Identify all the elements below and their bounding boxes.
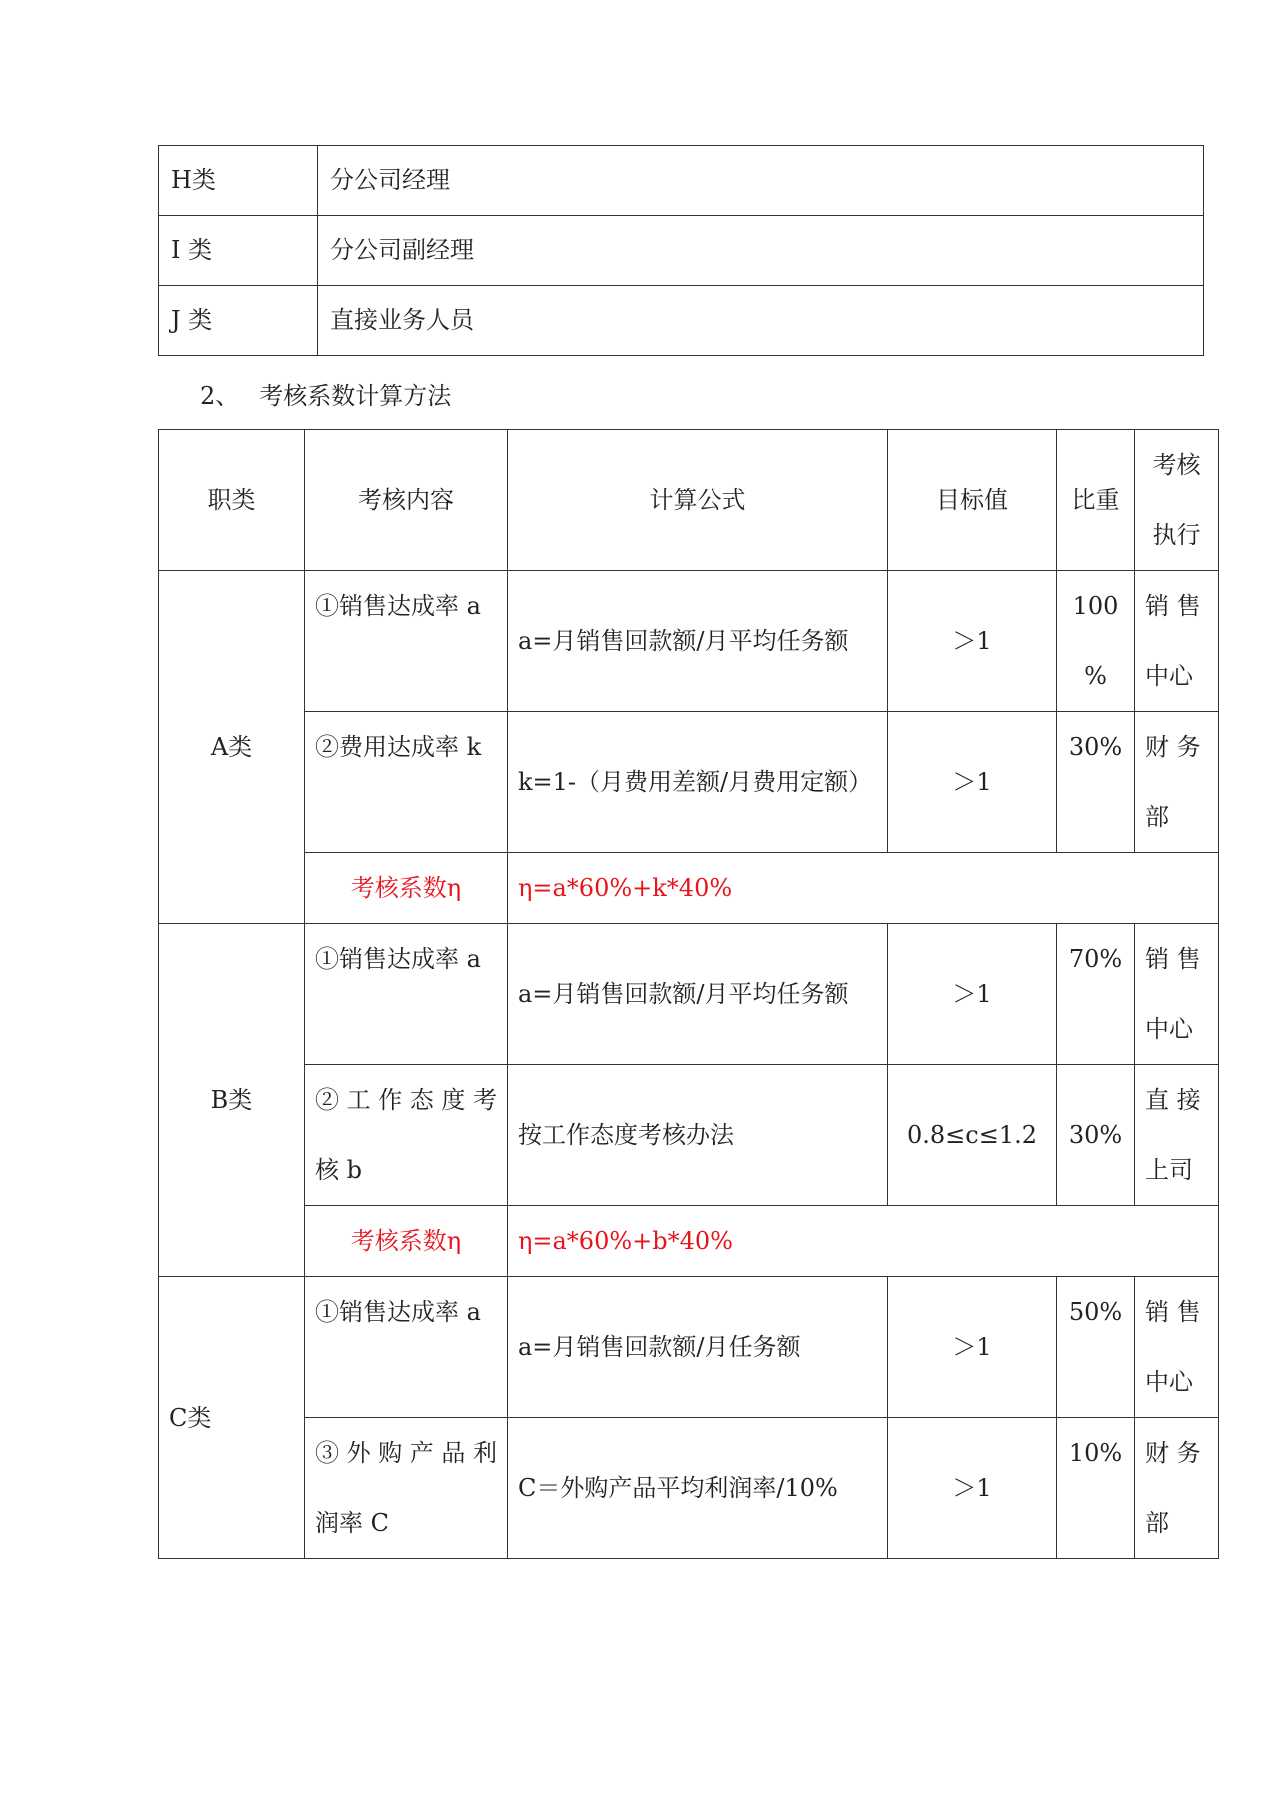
category-table <box>158 145 1204 356</box>
exec-line2: 中心 <box>1145 662 1193 690</box>
target-cell: 0.8≤c≤1.2 <box>888 1065 1057 1206</box>
coefficient-row <box>159 853 1219 924</box>
formula-cell: 按工作态度考核办法 <box>508 1065 888 1206</box>
exec-line1: 财 务 <box>1145 733 1201 761</box>
header-job-class: 职类 <box>159 430 305 571</box>
category-role: 直接业务人员 <box>318 286 1204 356</box>
coefficient-table <box>158 429 1219 1559</box>
job-class-cell: B类 <box>159 924 305 1277</box>
weight-cell <box>1057 1065 1135 1206</box>
coefficient-label: 考核系数η <box>305 853 508 924</box>
category-role: 分公司副经理 <box>318 216 1204 286</box>
header-content: 考核内容 <box>305 430 508 571</box>
target-cell: ＞1 <box>888 924 1057 1065</box>
weight-line1: 100 <box>1072 592 1119 620</box>
weight-line2: % <box>1084 662 1107 690</box>
category-role: 分公司经理 <box>318 146 1204 216</box>
category-code: I 类 <box>159 216 318 286</box>
table-row <box>159 286 1204 356</box>
section-heading <box>200 378 451 414</box>
assessment-item-line2: 润率 C <box>315 1509 389 1537</box>
table-row <box>159 1418 1219 1559</box>
assessment-item: ①销售达成率 a <box>305 571 508 712</box>
table-row <box>159 216 1204 286</box>
header-exec-line1: 考核 <box>1152 451 1201 479</box>
category-code: J 类 <box>159 286 318 356</box>
exec-line1: 销 售 <box>1145 592 1201 620</box>
exec-cell <box>1135 712 1219 853</box>
weight-line1: 70% <box>1068 945 1123 973</box>
assessment-item: ①销售达成率 a <box>305 1277 508 1418</box>
table-row <box>159 1277 1219 1418</box>
exec-cell <box>1135 1065 1219 1206</box>
exec-line1: 直 接 <box>1145 1086 1201 1114</box>
target-cell: ＞1 <box>888 571 1057 712</box>
weight-cell <box>1057 571 1135 712</box>
exec-line2: 部 <box>1145 1509 1169 1537</box>
formula-cell: a=月销售回款额/月平均任务额 <box>508 571 888 712</box>
assessment-item-line1: ③外购产品利 <box>315 1439 497 1467</box>
header-exec <box>1135 430 1219 571</box>
exec-line1: 销 售 <box>1145 1298 1201 1326</box>
table-row <box>159 1065 1219 1206</box>
header-weight: 比重 <box>1057 430 1135 571</box>
formula-cell: a=月销售回款额/月任务额 <box>508 1277 888 1418</box>
exec-line1: 销 售 <box>1145 945 1201 973</box>
table-row <box>159 924 1219 1065</box>
assessment-item <box>305 1065 508 1206</box>
exec-cell <box>1135 1277 1219 1418</box>
section-number: 2、 <box>200 382 240 410</box>
exec-line1: 财 务 <box>1145 1439 1201 1467</box>
weight-cell <box>1057 712 1135 853</box>
exec-cell <box>1135 1418 1219 1559</box>
header-target: 目标值 <box>888 430 1057 571</box>
formula-cell: k=1-（月费用差额/月费用定额） <box>508 712 888 853</box>
coefficient-row <box>159 1206 1219 1277</box>
table-row <box>159 146 1204 216</box>
exec-cell <box>1135 571 1219 712</box>
target-cell: ＞1 <box>888 1418 1057 1559</box>
exec-line2: 中心 <box>1145 1015 1193 1043</box>
exec-line2: 中心 <box>1145 1368 1193 1396</box>
weight-cell <box>1057 1418 1135 1559</box>
weight-line1: 30% <box>1068 1121 1123 1149</box>
job-class-cell: A类 <box>159 571 305 924</box>
assessment-item <box>305 1418 508 1559</box>
table-header-row <box>159 430 1219 571</box>
weight-cell <box>1057 1277 1135 1418</box>
header-formula: 计算公式 <box>508 430 888 571</box>
formula-cell: a=月销售回款额/月平均任务额 <box>508 924 888 1065</box>
assessment-item: ②费用达成率 k <box>305 712 508 853</box>
assessment-item: ①销售达成率 a <box>305 924 508 1065</box>
coefficient-label: 考核系数η <box>305 1206 508 1277</box>
target-cell: ＞1 <box>888 1277 1057 1418</box>
header-exec-line2: 执行 <box>1152 521 1201 549</box>
formula-cell: C＝外购产品平均利润率/10% <box>508 1418 888 1559</box>
exec-cell <box>1135 924 1219 1065</box>
weight-line1: 30% <box>1068 733 1123 761</box>
target-cell: ＞1 <box>888 712 1057 853</box>
table-row <box>159 712 1219 853</box>
weight-line1: 50% <box>1068 1298 1123 1326</box>
coefficient-formula: η=a*60%+k*40% <box>508 853 1219 924</box>
weight-cell <box>1057 924 1135 1065</box>
job-class-cell: C类 <box>159 1277 305 1559</box>
exec-line2: 上司 <box>1145 1156 1193 1184</box>
assessment-item-line1: ②工作态度考 <box>315 1086 497 1114</box>
coefficient-formula: η=a*60%+b*40% <box>508 1206 1219 1277</box>
table-row <box>159 571 1219 712</box>
weight-line1: 10% <box>1068 1439 1123 1467</box>
category-code: H类 <box>159 146 318 216</box>
assessment-item-line2: 核 b <box>315 1156 362 1184</box>
section-title: 考核系数计算方法 <box>259 382 452 410</box>
exec-line2: 部 <box>1145 803 1169 831</box>
